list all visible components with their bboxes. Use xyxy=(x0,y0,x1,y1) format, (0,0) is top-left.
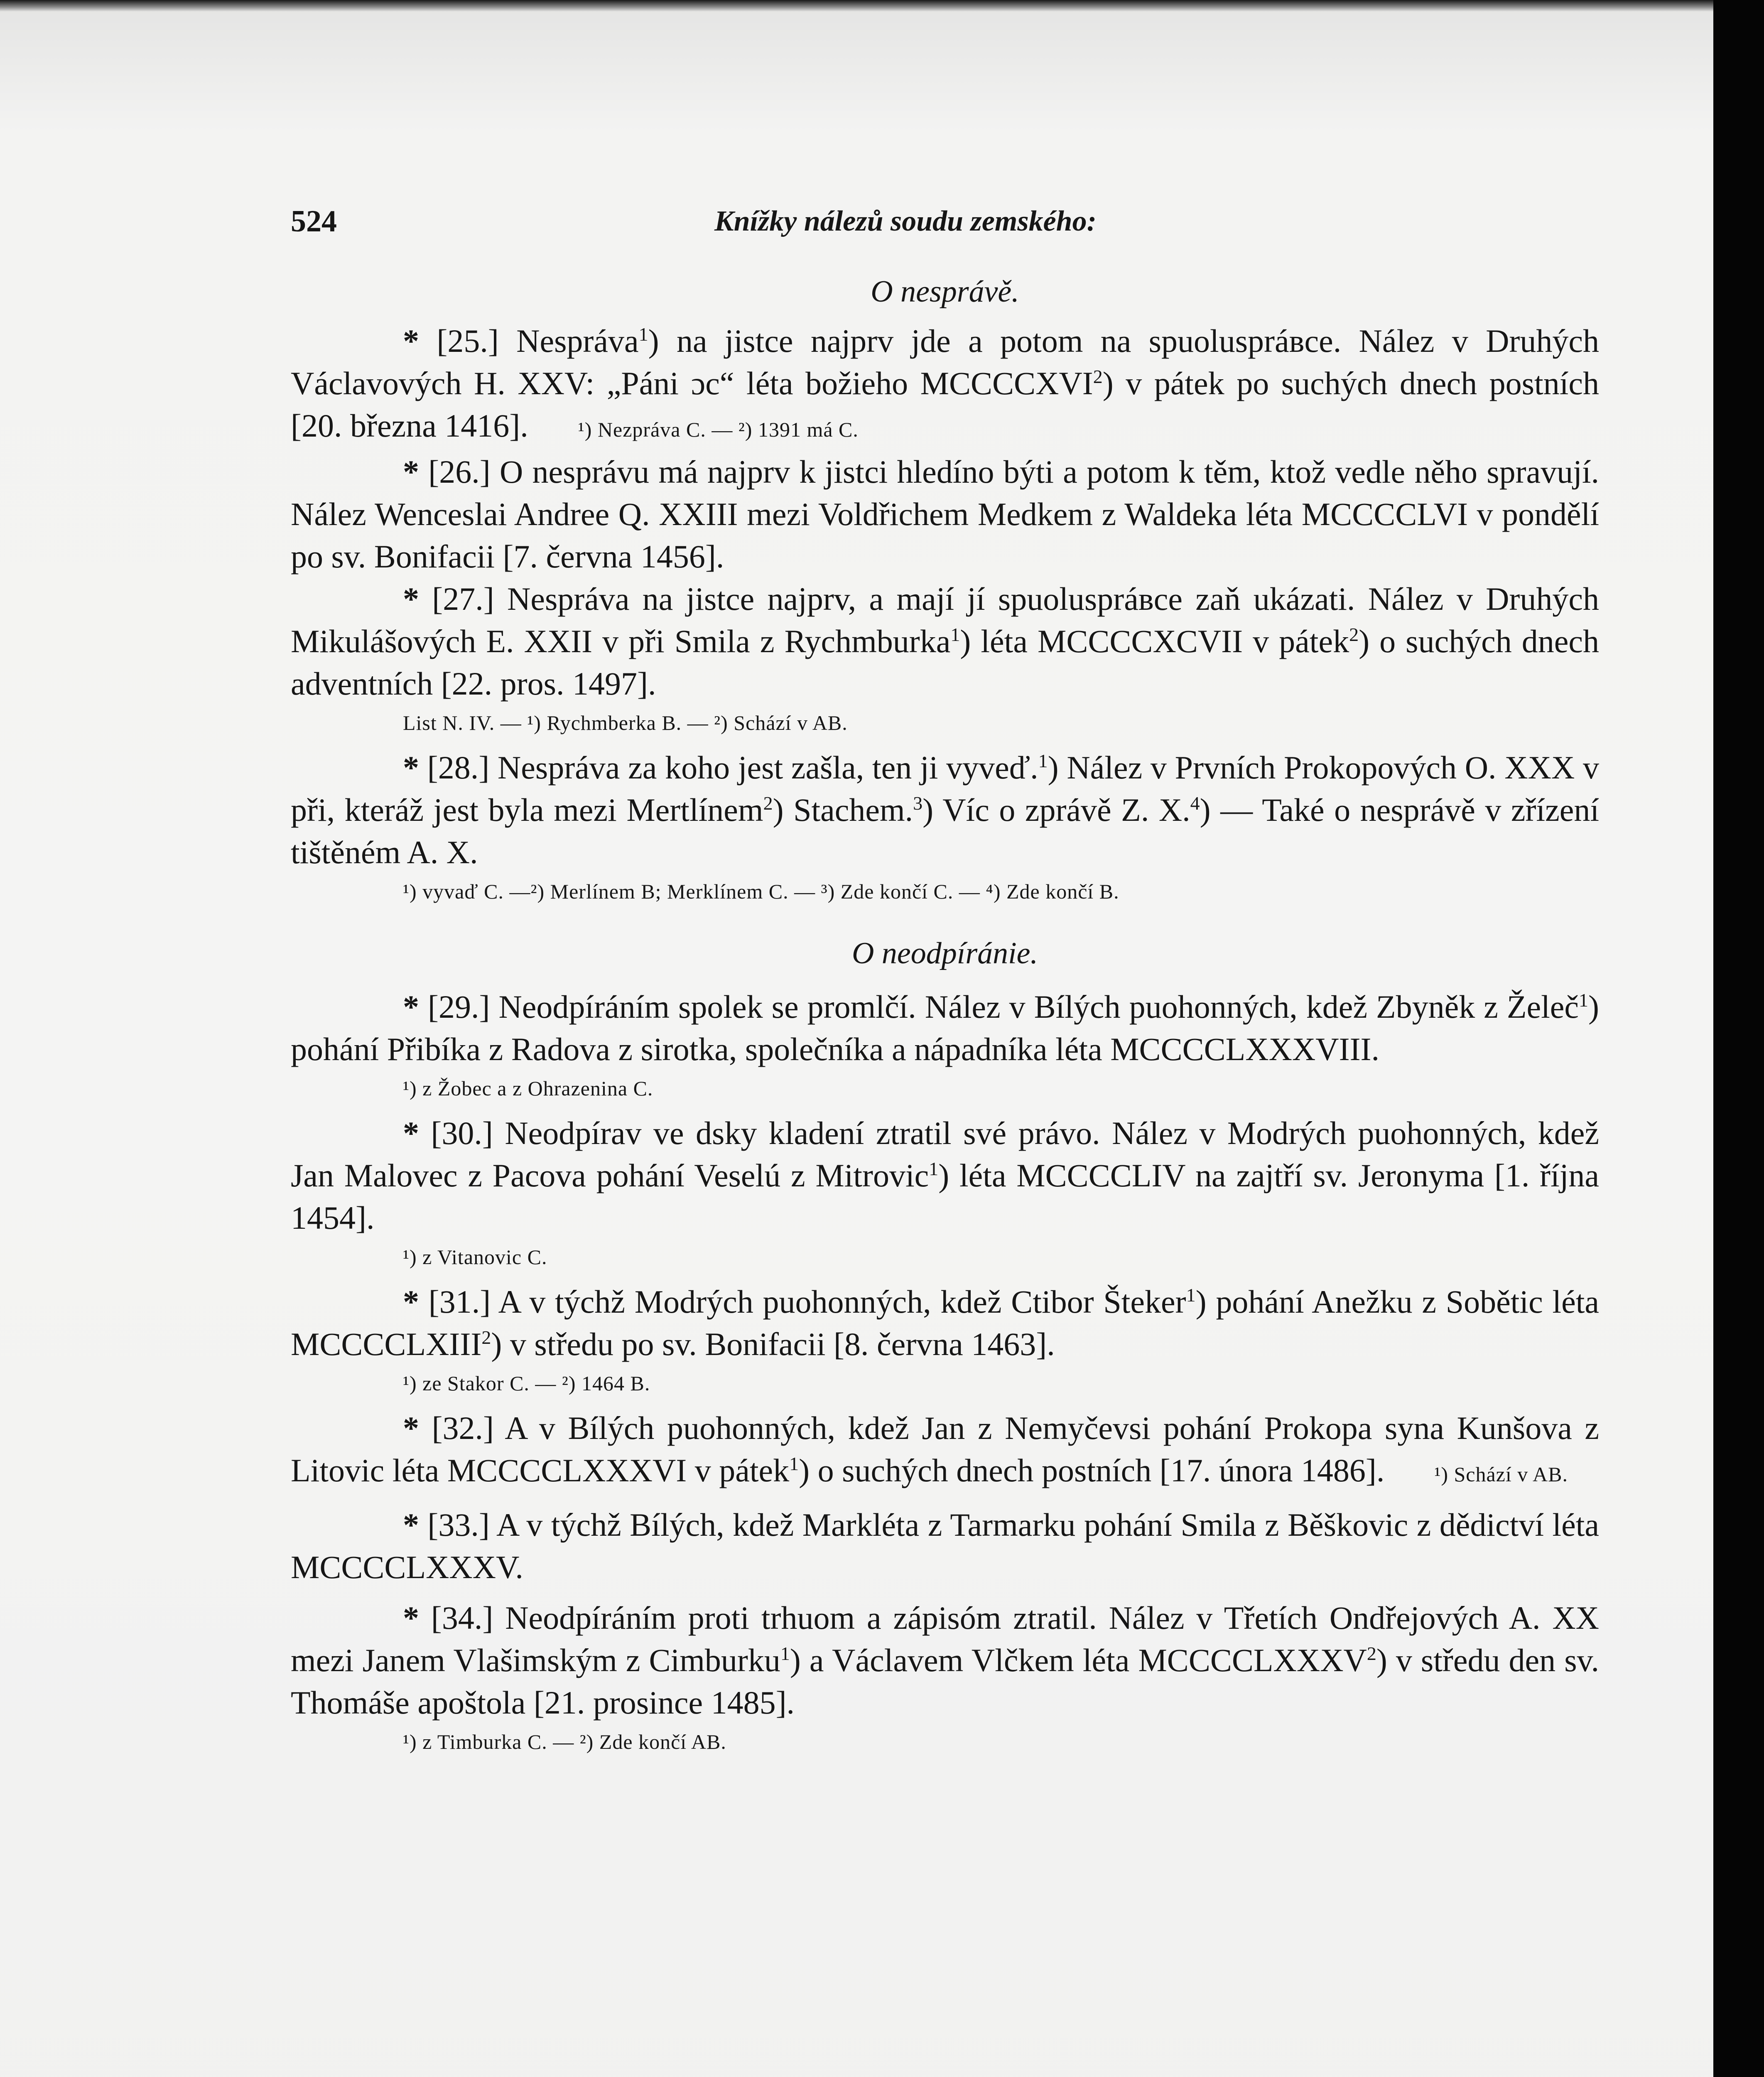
page-number: 524 xyxy=(291,204,337,238)
scan-right-edge xyxy=(1713,0,1764,2077)
footnote-32: ¹) Schází v AB. xyxy=(1434,1463,1568,1486)
entry-34: * [34.] Neodpíráním proti trhuom a zápisóm ztratil. Nález v Třetích Ondřejových A. XX mezi Janem Vlašimským z Cimburku$^1$) a Václavem Vlčkem léta MCCCCLXXXV$^2$) v středu den sv. Thomáše apoštola [21. prosince 1485]. xyxy=(291,1600,1599,1721)
entry-31: * [31.] A v týchž Modrých puohonných, kdež Ctibor Šteker$^1$) pohání Anežku z Sobětic léta MCCCCLXIII$^2$) v středu po sv. Bonifacii [8. června 1463]. xyxy=(291,1284,1600,1362)
entry-marker: * xyxy=(403,1115,419,1151)
entry-marker: * xyxy=(403,323,419,359)
page-header xyxy=(0,203,1713,240)
entry-marker: * xyxy=(403,1507,419,1543)
section-title-nesprave: O nesprávě. xyxy=(871,275,1019,309)
entry-marker: * xyxy=(403,581,419,617)
entry-25: * [25.] Nespráva$^1$) na jistce najprv jde a potom na spuoluspráвce. Nález v Druhých Václavových H. XXV: „Páni ɔc“ léta božieho MCCCCXVI$^2$) v pátek po suchých dnech postních [20. března 1416]. ¹) Nezpráva C. — ²) 1391 má C. xyxy=(291,323,1600,444)
entry-marker: * xyxy=(403,749,419,786)
entry-29: * [29.] Neodpíráním spolek se promlčí. Nález v Bílých puohonných, kdež Zbyněk z Želeč$^1$) pohání Přibíka z Radova z sirotka, společníka a nápadníka léta MCCCCLXXXVIII. xyxy=(291,989,1599,1067)
entry-32: * [32.] A v Bílých puohonných, kdež Jan z Nemyčevsi pohání Prokopa syna Kunšova z Litovic léta MCCCCLXXXVI v pátek$^1$) o suchých dnech postních [17. února 1486]. ¹) Schází v AB. xyxy=(291,1410,1599,1488)
entry-33: * [33.] A v týchž Bílých, kdež Markléta z Tarmarku pohání Smila z Běškovic z dědictví léta MCCCCLXXXV. xyxy=(291,1507,1600,1585)
footnote-29: ¹) z Žobec a z Ohrazenina C. xyxy=(403,1077,653,1100)
entry-28: * [28.] Nespráva za koho jest zašla, ten ji vyveď.$^1$) Nález v Prvních Prokopových O. XXX v při, kteráž jest byla mezi Mertlínem$^2$) Stachem.$^3$) Víc o zprávě Z. X.$^4$) — Také o nesprávě v zřízení tištěném A. X. xyxy=(291,749,1600,870)
section-title-neodpiranie: O neodpíránie. xyxy=(851,936,1038,970)
entry-30: * [30.] Neodpírav ve dsky kladení ztratil své právo. Nález v Modrých puohonných, kdež Jan Malovec z Pacova pohání Veselú z Mitrovic$^1$) léta MCCCCLIV na zajtří sv. Jeronyma [1. října 1454]. xyxy=(291,1115,1600,1236)
entry-26: * [26.] O nesprávu má najprv k jistci hledíno býti a potom k těm, ktož vedle něho spravují. Nález Wenceslai Andree Q. XXIII mezi Voldřichem Medkem z Waldeka léta MCCCCLVI v pondělí po sv. Bonifacii [7. června 1456]. xyxy=(291,454,1600,574)
entry-27: * [27.] Nespráva na jistce najprv, a mají jí spuoluspráвce zaň ukázati. Nález v Druhých Mikulášových E. XXII v při Smila z Rychmburka$^1$) léta MCCCCXCVII v pátek$^2$) o suchých dnech adventních [22. pros. 1497]. xyxy=(291,581,1600,702)
entry-marker: * xyxy=(403,1284,419,1320)
entry-marker: * xyxy=(403,454,419,490)
running-title: Knížky nálezů soudu zemského: xyxy=(714,205,1097,237)
footnote-25: ¹) Nezpráva C. — ²) 1391 má C. xyxy=(578,418,859,441)
footnote-34: ¹) z Timburka C. — ²) Zde končí AB. xyxy=(403,1730,726,1753)
entry-marker: * xyxy=(403,1410,419,1446)
entry-marker: * xyxy=(403,989,419,1025)
scan-top-edge xyxy=(0,0,1713,12)
footnote-30: ¹) z Vitanovic C. xyxy=(403,1245,547,1269)
footnote-27: List N. IV. — ¹) Rychmberka B. — ²) Schází v AB. xyxy=(403,711,848,734)
footnote-28: ¹) vyvaď C. —²) Merlínem B; Merklínem C. — ³) Zde končí C. — ⁴) Zde končí B. xyxy=(403,880,1119,903)
footnote-31: ¹) ze Stakor C. — ²) 1464 B. xyxy=(403,1372,650,1395)
entry-marker: * xyxy=(403,1600,419,1636)
page-body xyxy=(291,271,1599,1765)
